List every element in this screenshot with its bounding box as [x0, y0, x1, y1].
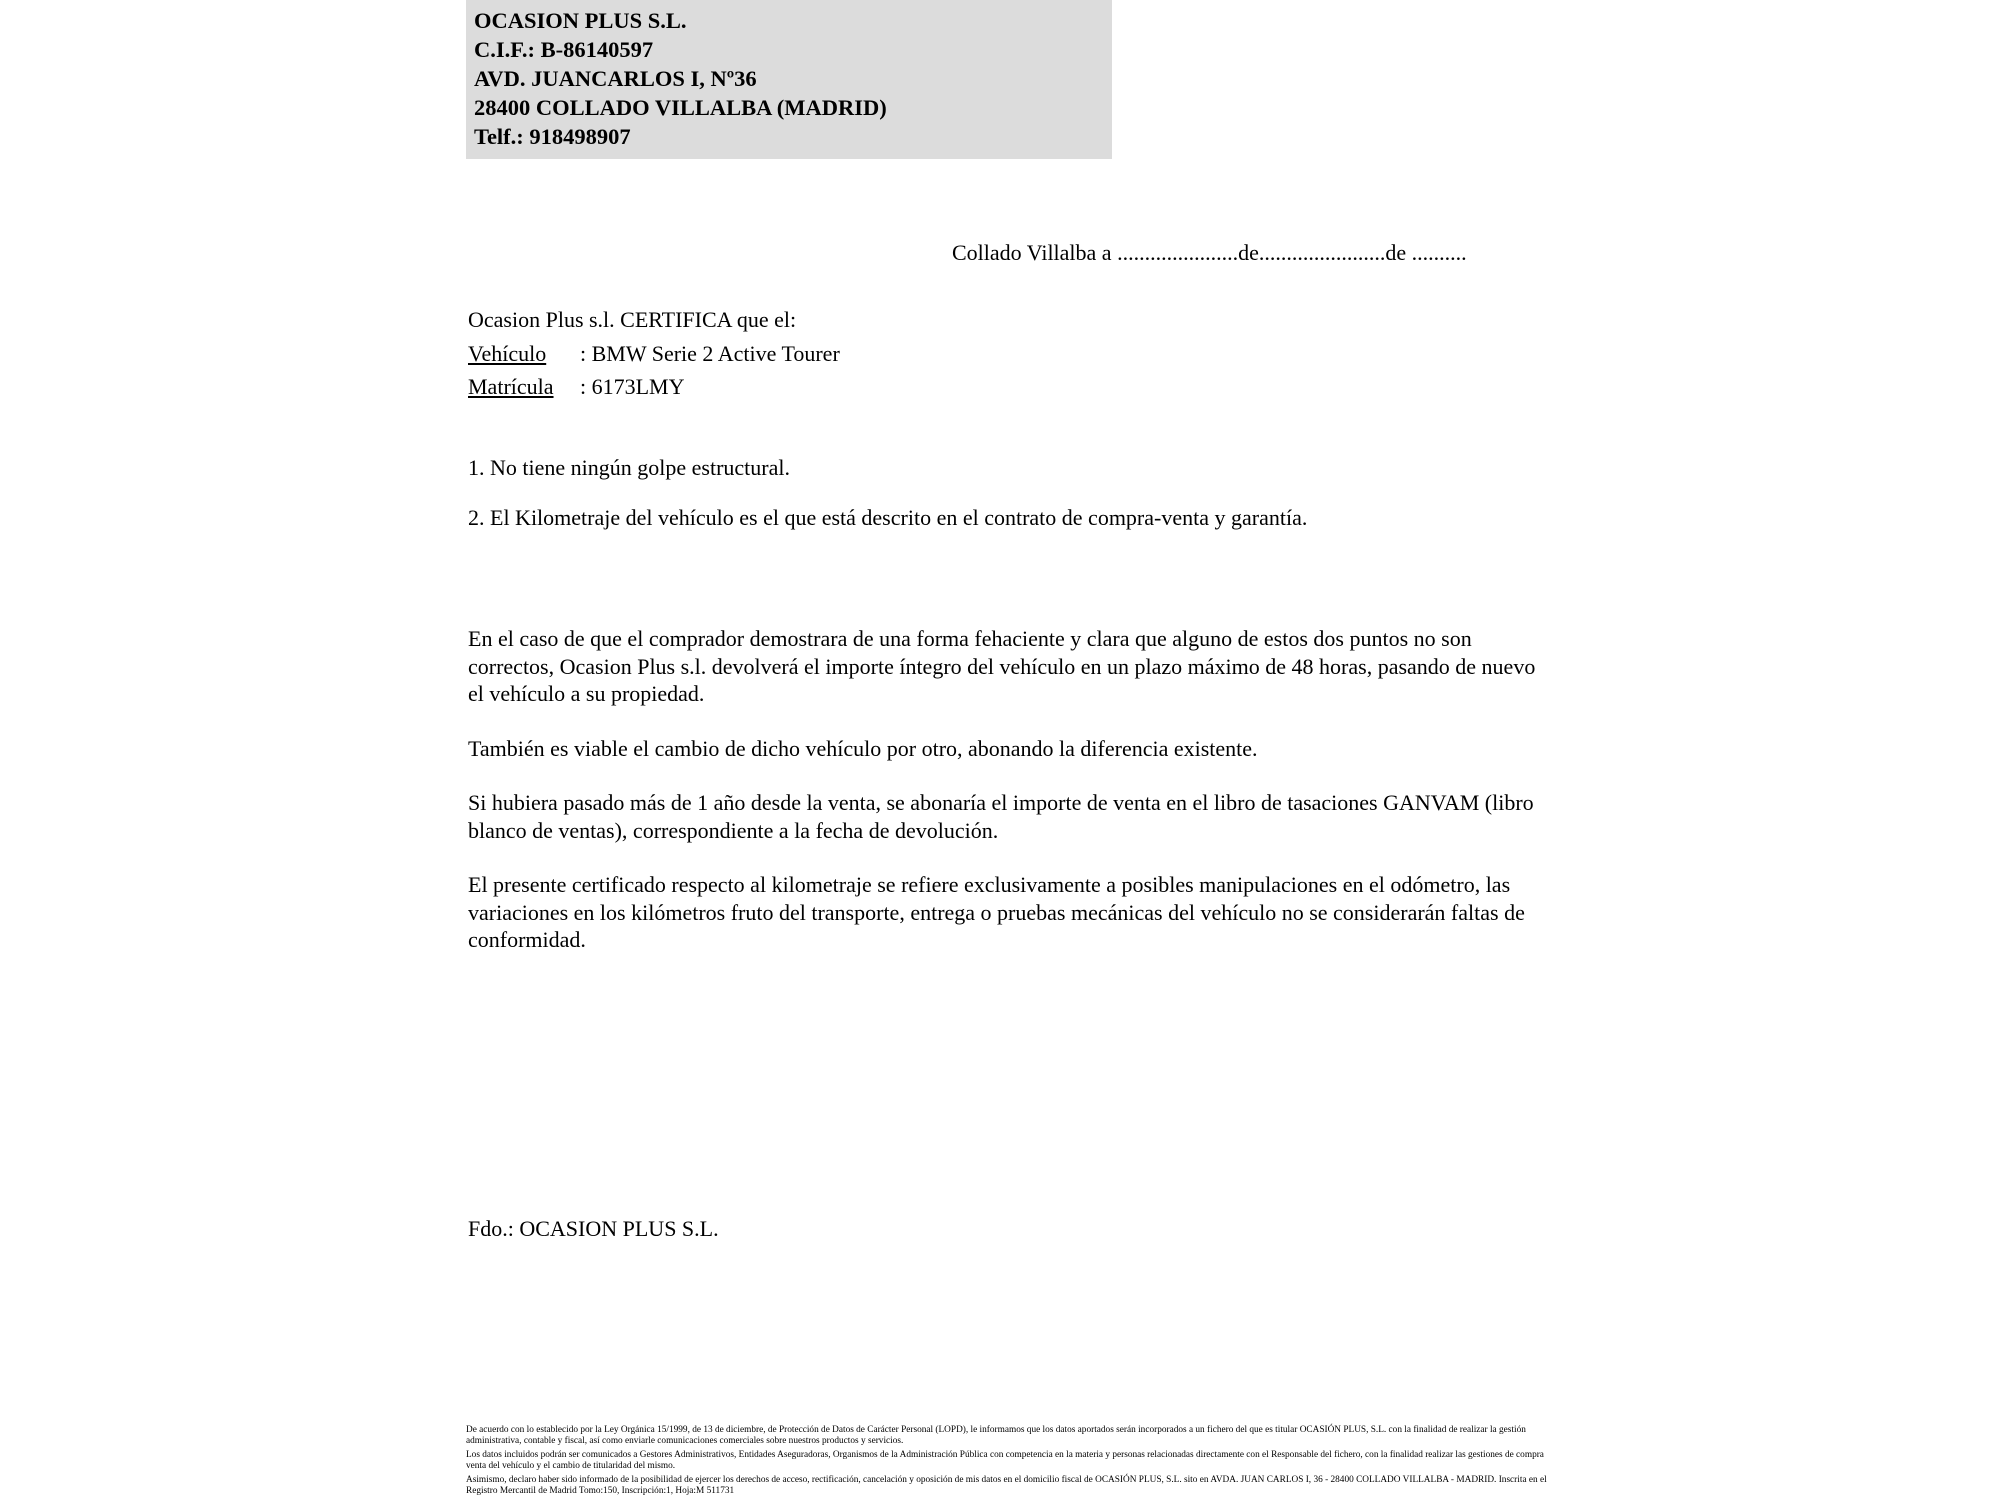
company-address: AVD. JUANCARLOS I, Nº36 — [474, 66, 757, 91]
plate-row — [468, 370, 840, 404]
certification-block — [468, 303, 840, 404]
point-1: 1. No tiene ningún golpe estructural. — [468, 455, 790, 480]
company-name: OCASION PLUS S.L. — [474, 8, 687, 33]
plate-label: Matrícula — [468, 374, 554, 399]
company-city: 28400 COLLADO VILLALBA (MADRID) — [474, 95, 887, 120]
point-2: 2. El Kilometraje del vehículo es el que está descrito en el contrato de compra-venta y garantía. — [468, 505, 1308, 530]
certifies-intro: Ocasion Plus s.l. CERTIFICA que el: — [468, 307, 797, 332]
vehicle-value: : BMW Serie 2 Active Tourer — [580, 340, 840, 366]
company-cif: C.I.F.: B-86140597 — [474, 37, 654, 62]
signature-line: Fdo.: OCASION PLUS S.L. — [468, 1216, 719, 1241]
numbered-points — [468, 455, 1307, 555]
paragraph-exchange: También es viable el cambio de dicho vehículo por otro, abonando la diferencia existente. — [468, 735, 1258, 761]
paragraph-odometer: El presente certificado respecto al kilometraje se refiere exclusivamente a posibles manipulaciones en el odómetro, las variaciones en los kilómetros fruto del transporte, entrega o pruebas mecánicas del vehículo no se considerarán faltas de conformidad. — [468, 872, 1525, 952]
letterhead-block — [466, 0, 1112, 159]
company-phone: Telf.: 918498907 — [474, 124, 631, 149]
legal-footer — [466, 1425, 1556, 1499]
legal-paragraph-1: De acuerdo con lo establecido por la Ley Orgánica 15/1999, de 13 de diciembre, de Protección de Datos de Carácter Personal (LOPD), le informamos que los datos aportados serán incorporados a un fichero del que es titular OCASIÓN PLUS, S.L. con la finalidad de realizar la gestión administrativa, contable y fiscal, así como enviarle comunicaciones comerciales sobre nuestros productos y servicios. — [466, 1425, 1526, 1447]
paragraph-one-year: Si hubiera pasado más de 1 año desde la venta, se abonaría el importe de venta en el libro de tasaciones GANVAM (libro blanco de ventas), correspondiente a la fecha de devolución. — [468, 790, 1534, 843]
vehicle-label: Vehículo — [468, 340, 547, 366]
legal-paragraph-3: Asimismo, declaro haber sido informado de la posibilidad de ejercer los derechos de acceso, rectificación, cancelación y oposición de mis datos en el domicilio fiscal de OCASIÓN PLUS, S.L. sito en AVDA. JUAN CARLOS I, 36 - 28400 COLLADO VILLALBA - MADRID. Inscrita en el Registro Mercantil de Madrid Tomo:150, Inscripción:1, Hoja:M 511731 — [466, 1474, 1547, 1497]
plate-value: : 6173LMY — [580, 374, 685, 399]
vehicle-row — [468, 337, 840, 371]
legal-paragraph-2: Los datos incluidos podrán ser comunicados a Gestores Administrativos, Entidades Aseguradoras, Organismos de la Administración Pública con competencia en la materia y personas relacionadas directamente con el Responsable del fichero, con la finalidad realizar las gestiones de compra venta del vehículo y el cambio de titularidad del mismo. — [466, 1449, 1544, 1472]
date-line: Collado Villalba a ......................de.......................de .......... — [952, 240, 1467, 265]
paragraph-refund: En el caso de que el comprador demostrara de una forma fehaciente y clara que alguno de estos dos puntos no son correctos, Ocasion Plus s.l. devolverá el importe íntegro del vehículo en un plazo máximo de 48 horas, pasando de nuevo el vehículo a su propiedad. — [468, 626, 1536, 706]
body-paragraphs — [468, 625, 1536, 981]
